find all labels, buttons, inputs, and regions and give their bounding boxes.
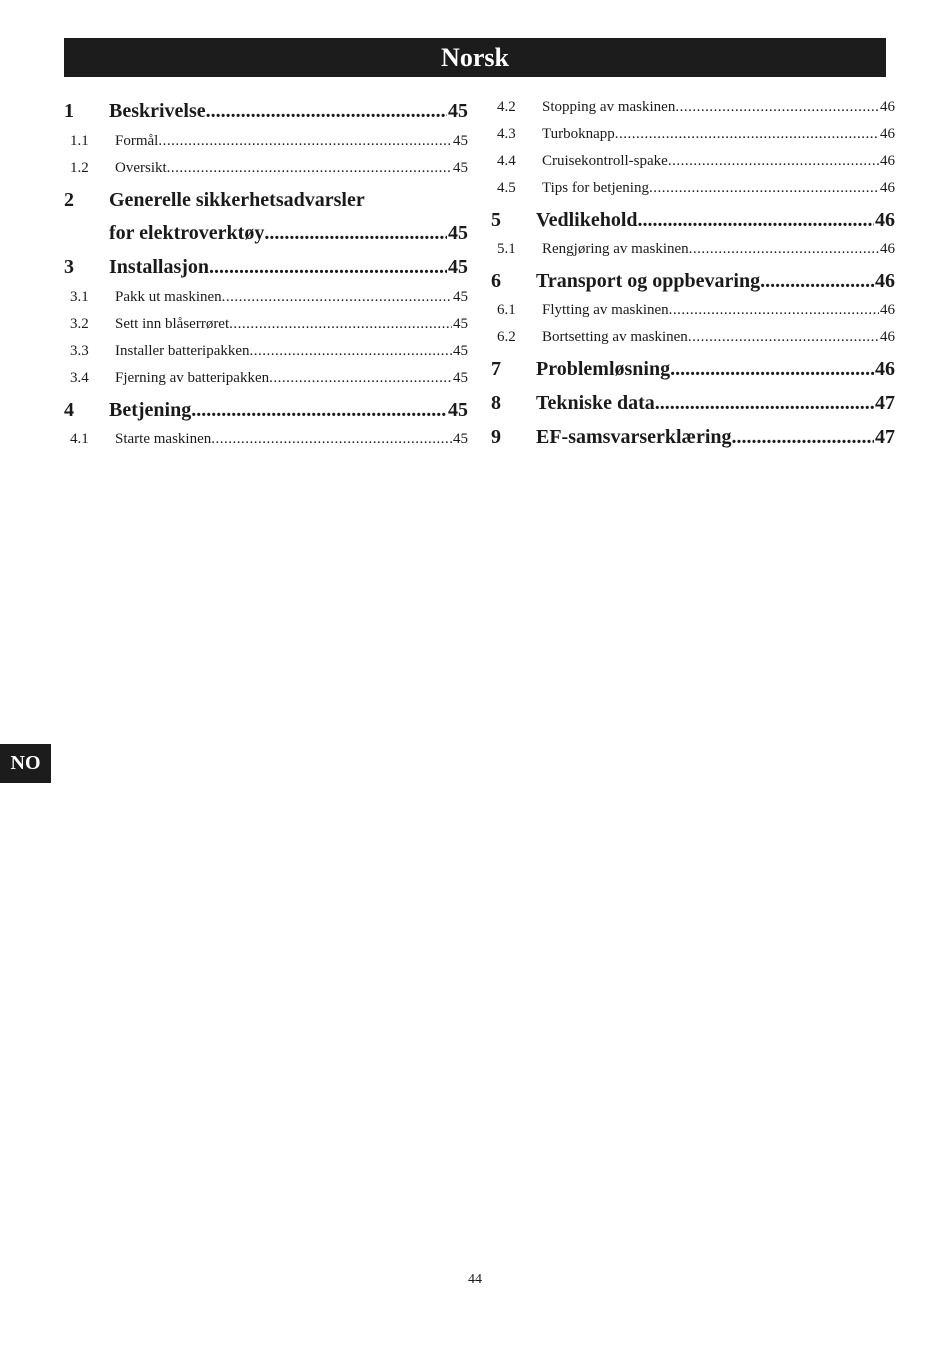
toc-entry-number: 3.2 (70, 316, 89, 332)
toc-entry-title: Sett inn blåserrøret (115, 316, 230, 332)
toc-entry-3[interactable] (64, 256, 468, 279)
toc-entry-number: 6.2 (497, 329, 516, 345)
toc-entry-title: Bortsetting av maskinen (542, 329, 688, 345)
dot-leader (250, 343, 452, 360)
toc-entry-page: 45 (453, 133, 468, 149)
toc-entry-title: Transport og oppbevaring (536, 270, 761, 292)
toc-entry-page: 46 (880, 329, 895, 345)
page-header-banner (64, 38, 886, 77)
toc-entry-page: 45 (448, 100, 468, 122)
dot-leader (688, 329, 879, 346)
toc-entry-5[interactable] (491, 209, 895, 232)
toc-entry-title: Fjerning av batteripakken (115, 370, 270, 386)
toc-entry-page: 45 (448, 222, 468, 244)
toc-entry-page: 45 (453, 370, 468, 386)
toc-entry-title: Problemløsning (536, 358, 671, 380)
toc-entry-page: 45 (453, 316, 468, 332)
dot-leader (675, 99, 879, 116)
toc-entry-2-continued[interactable] (64, 222, 468, 245)
dot-leader (732, 426, 874, 449)
dot-leader (269, 370, 452, 387)
toc-entry-title: Generelle sikkerhetsadvarsler (109, 189, 365, 211)
toc-entry-number: 4.3 (497, 126, 516, 142)
toc-entry-title: Flytting av maskinen (542, 302, 669, 318)
toc-entry-title: Stopping av maskinen (542, 99, 676, 115)
toc-entry-page: 46 (875, 358, 895, 380)
toc-entry-title-continued: for elektroverktøy (109, 222, 265, 244)
toc-entry-3-2[interactable] (64, 316, 468, 333)
dot-leader (209, 256, 447, 279)
toc-entry-page: 46 (880, 302, 895, 318)
toc-entry-number: 7 (491, 358, 501, 380)
toc-entry-title: Turboknapp (542, 126, 615, 142)
toc-entry-4-4[interactable] (491, 153, 895, 170)
dot-leader (191, 399, 447, 422)
toc-entry-number: 5.1 (497, 241, 516, 257)
toc-entry-page: 46 (880, 180, 895, 196)
toc-entry-4[interactable] (64, 399, 468, 422)
toc-entry-number: 3.4 (70, 370, 89, 386)
toc-entry-page: 46 (880, 153, 895, 169)
toc-entry-page: 46 (880, 126, 895, 142)
dot-leader (638, 209, 874, 232)
toc-entry-5-1[interactable] (491, 241, 895, 258)
toc-entry-3-1[interactable] (64, 289, 468, 306)
dot-leader (689, 241, 879, 258)
toc-entry-title: EF-samsvarserklæring (536, 426, 732, 448)
toc-entry-title: Formål (115, 133, 159, 149)
dot-leader (649, 180, 879, 197)
toc-entry-title: Tekniske data (536, 392, 655, 414)
toc-entry-number: 4.5 (497, 180, 516, 196)
toc-entry-number: 1 (64, 100, 74, 122)
language-side-tab (0, 744, 51, 783)
toc-entry-number: 6.1 (497, 302, 516, 318)
toc-entry-title: Installasjon (109, 256, 210, 278)
toc-entry-page: 45 (453, 431, 468, 447)
toc-entry-1-1[interactable] (64, 133, 468, 150)
dot-leader (167, 160, 452, 177)
dot-leader (158, 133, 452, 150)
dot-leader (655, 392, 874, 415)
page-number: 44 (468, 1272, 482, 1287)
toc-entry-8[interactable] (491, 392, 895, 415)
toc-entry-6[interactable] (491, 270, 895, 293)
dot-leader (668, 153, 879, 170)
toc-entry-4-1[interactable] (64, 431, 468, 448)
header-title: Norsk (441, 42, 509, 72)
toc-entry-title: Installer batteripakken (115, 343, 250, 359)
dot-leader (222, 289, 452, 306)
toc-entry-number: 3.3 (70, 343, 89, 359)
language-code: NO (10, 752, 41, 774)
toc-entry-3-3[interactable] (64, 343, 468, 360)
toc-entry-page: 45 (448, 399, 468, 421)
toc-entry-page: 46 (875, 209, 895, 231)
toc-entry-7[interactable] (491, 358, 895, 381)
toc-entry-number: 4.2 (497, 99, 516, 115)
toc-entry-number: 3 (64, 256, 74, 278)
toc-entry-number: 4.4 (497, 153, 516, 169)
toc-entry-page: 45 (453, 289, 468, 305)
toc-entry-title: Cruisekontroll-spake (542, 153, 668, 169)
toc-entry-4-3[interactable] (491, 126, 895, 143)
toc-entry-title: Oversikt (115, 160, 167, 176)
dot-leader (670, 358, 874, 381)
toc-entry-number: 4 (64, 399, 74, 421)
toc-entry-title: Betjening (109, 399, 192, 421)
toc-entry-9[interactable] (491, 426, 895, 449)
dot-leader (669, 302, 879, 319)
toc-entry-2[interactable] (64, 189, 468, 212)
dot-leader (229, 316, 452, 333)
toc-entry-title: Rengjøring av maskinen (542, 241, 689, 257)
page-footer (0, 1272, 950, 1288)
toc-entry-4-5[interactable] (491, 180, 895, 197)
toc-entry-number: 6 (491, 270, 501, 292)
toc-entry-number: 1.1 (70, 133, 89, 149)
toc-entry-number: 4.1 (70, 431, 89, 447)
toc-entry-title: Pakk ut maskinen (115, 289, 222, 305)
dot-leader (615, 126, 879, 143)
toc-entry-number: 8 (491, 392, 501, 414)
toc-entry-6-1[interactable] (491, 302, 895, 319)
toc-entry-page: 45 (448, 256, 468, 278)
toc-entry-3-4[interactable] (64, 370, 468, 387)
toc-entry-4-2[interactable] (491, 99, 895, 116)
dot-leader (760, 270, 874, 293)
toc-entry-title: Vedlikehold (536, 209, 638, 231)
toc-entry-6-2[interactable] (491, 329, 895, 346)
toc-entry-title: Tips for betjening (542, 180, 649, 196)
toc-entry-page: 46 (880, 241, 895, 257)
toc-entry-title: Starte maskinen (115, 431, 212, 447)
dot-leader (206, 100, 447, 123)
toc-entry-number: 2 (64, 189, 74, 211)
toc-entry-page: 47 (875, 392, 895, 414)
toc-entry-1[interactable] (64, 100, 468, 123)
toc-entry-page: 45 (453, 343, 468, 359)
toc-entry-page: 45 (453, 160, 468, 176)
toc-entry-1-2[interactable] (64, 160, 468, 177)
dot-leader (264, 222, 447, 245)
toc-entry-title: Beskrivelse (109, 100, 206, 122)
toc-entry-number: 9 (491, 426, 501, 448)
toc-entry-page: 47 (875, 426, 895, 448)
toc-entry-number: 5 (491, 209, 501, 231)
dot-leader (211, 431, 452, 448)
toc-entry-page: 46 (880, 99, 895, 115)
toc-entry-number: 1.2 (70, 160, 89, 176)
toc-entry-page: 46 (875, 270, 895, 292)
toc-entry-number: 3.1 (70, 289, 89, 305)
